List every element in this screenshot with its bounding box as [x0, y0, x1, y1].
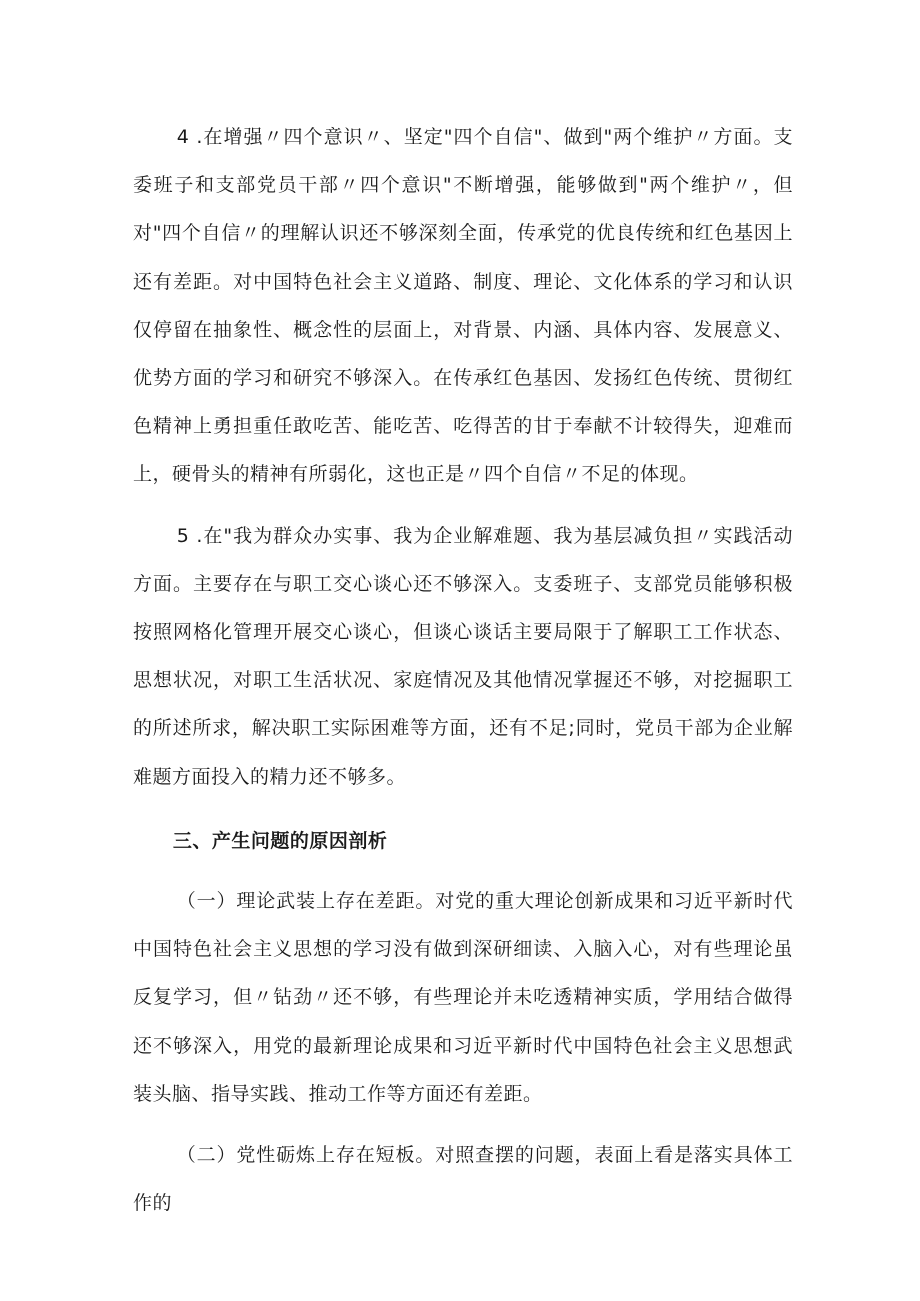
- paragraph-item-4: 4 .在增强〃四个意识〃、坚定"四个自信"、做到"两个维护〃方面。支委班子和支部党员干部〃四个意识"不断增强，能够做到"两个维护〃，但对"四个自信〃的理解认识还不够深刻全面，传承党的优良传统和红色基因上还有差距。对中国特色社会主义道路、制度、理论、文化体系的学习和认识仅停留在抽象性、概念性的层面上，对背景、内涵、具体内容、发展意义、优势方面的学习和研究不够深入。在传承红色基因、发扬红色传统、贯彻红色精神上勇担重任敢吃苦、能吃苦、吃得苦的甘于奉献不计较得失，迎难而上，硬骨头的精神有所弱化，这也正是〃四个自信〃不足的体现。: [133, 126, 793, 486]
- section-heading-3: 三、产生问题的原因剖析: [172, 829, 388, 852]
- document-body: [133, 113, 793, 1227]
- paragraph-cause-1: （一）理论武装上存在差距。对党的重大理论创新成果和习近平新时代中国特色社会主义思想的学习没有做到深研细读、入脑入心，对有些理论虽反复学习，但〃钻劲〃还不够，有些理论并未吃透精神实质，学用结合做得还不够深入，用党的最新理论成果和习近平新时代中国特色社会主义思想武装头脑、指导实践、推动工作等方面还有差距。: [133, 890, 793, 1105]
- paragraph-item-5: 5 .在"我为群众办实事、我为企业解难题、我为基层减负担〃实践活动方面。主要存在与职工交心谈心还不够深入。支委班子、支部党员能够积极按照网格化管理开展交心谈心，但谈心谈话主要局限于了解职工工作状态、思想状况，对职工生活状况、家庭情况及其他情况掌握还不够，对挖掘职工的所述所求，解决职工实际困难等方面，还有不足;同时，党员干部为企业解难题方面投入的精力还不够多。: [133, 524, 793, 788]
- paragraph-cause-2: （二）党性砺炼上存在短板。对照查摆的问题，表面上看是落实具体工作的: [133, 1144, 793, 1215]
